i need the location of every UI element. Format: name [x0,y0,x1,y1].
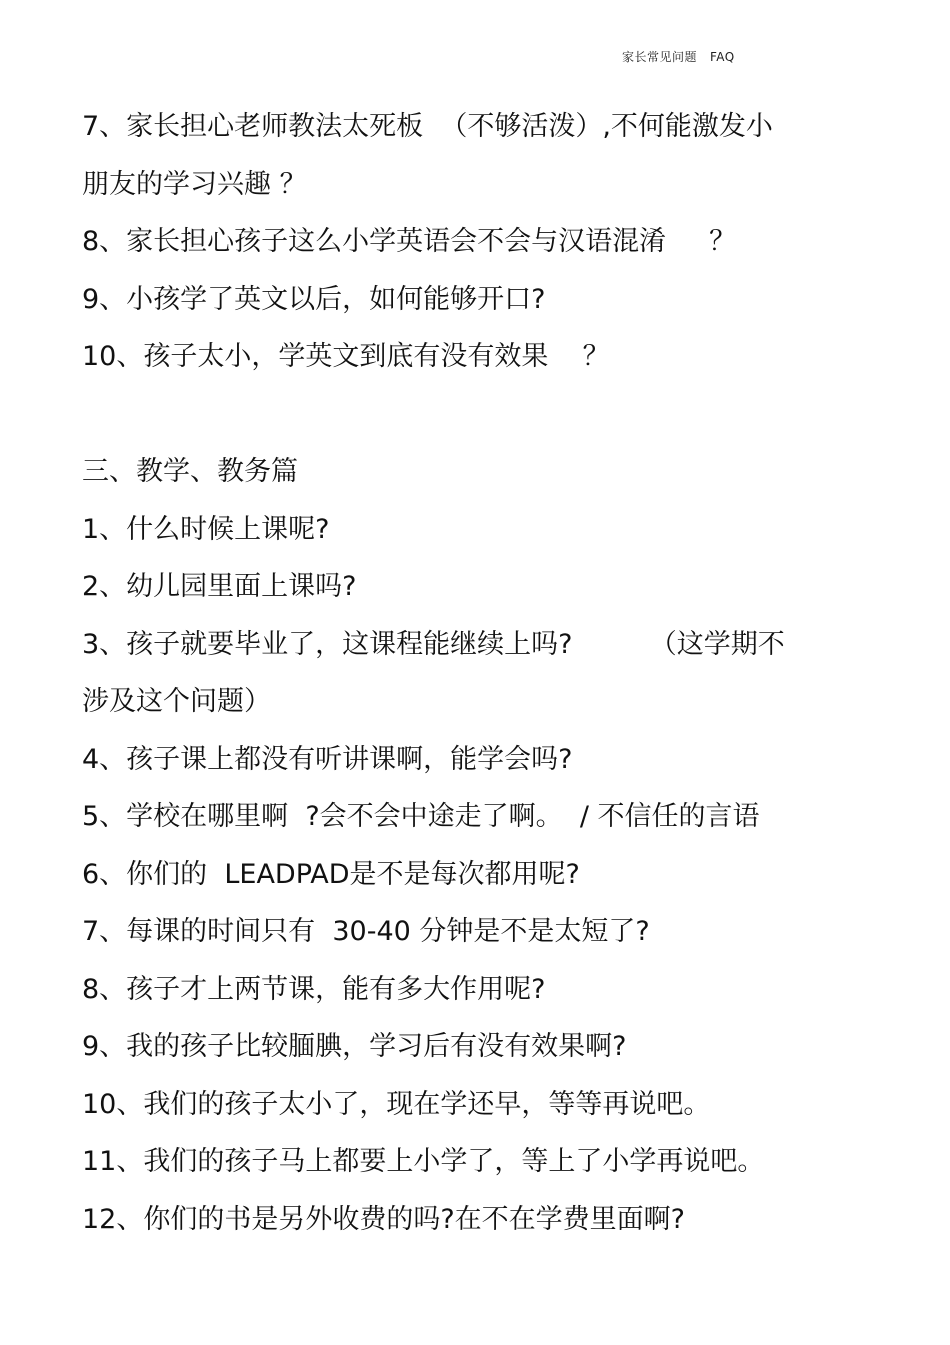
faq-item: 10、我们的孩子太小了，现在学还早，等等再说吧。 [82,1088,711,1120]
faq-item-continuation: 朋友的学习兴趣 ？ [82,168,307,200]
faq-item: 6、你们的 LEADPAD是不是每次都用呢? [82,858,580,890]
faq-item: 1、什么时候上课呢? [82,513,330,545]
faq-item: 9、我的孩子比较腼腆，学习后有没有效果啊? [82,1031,627,1062]
faq-item: 4、孩子课上都没有听讲课啊，能学会吗? [82,743,573,775]
page-header: 家长常见问题 FAQ [622,50,735,64]
faq-item: 11、我们的孩子马上都要上小学了，等上了小学再说吧。 [82,1146,765,1177]
faq-item: 12、你们的书是另外收费的吗?在不在学费里面啊? [82,1203,686,1235]
faq-item: 9、小孩学了英文以后，如何能够开口? [82,283,546,315]
faq-item: 2、幼儿园里面上课吗? [82,571,357,602]
faq-item: 5、学校在哪里啊 ?会不会中途走了啊。 / 不信任的言语 [82,801,760,832]
faq-item: 7、家长担心老师教法太死板 （不够活泼）,不何能激发小 [82,111,773,142]
section-spacer [82,386,872,444]
faq-item: 10、孩子太小，学英文到底有没有效果 ？ [82,341,610,372]
document-body [82,98,872,1248]
faq-item: 3、孩子就要毕业了，这课程能继续上吗? （这学期不 [82,628,785,660]
faq-item: 8、孩子才上两节课，能有多大作用呢? [82,973,546,1005]
faq-item-continuation: 涉及这个问题） [82,686,271,717]
section-heading: 三、教学、教务篇 [82,456,298,487]
faq-item: 8、家长担心孩子这么小学英语会不会与汉语混淆 ？ [82,226,737,257]
faq-item: 7、每课的时间只有 30-40 分钟是不是太短了? [82,916,650,947]
